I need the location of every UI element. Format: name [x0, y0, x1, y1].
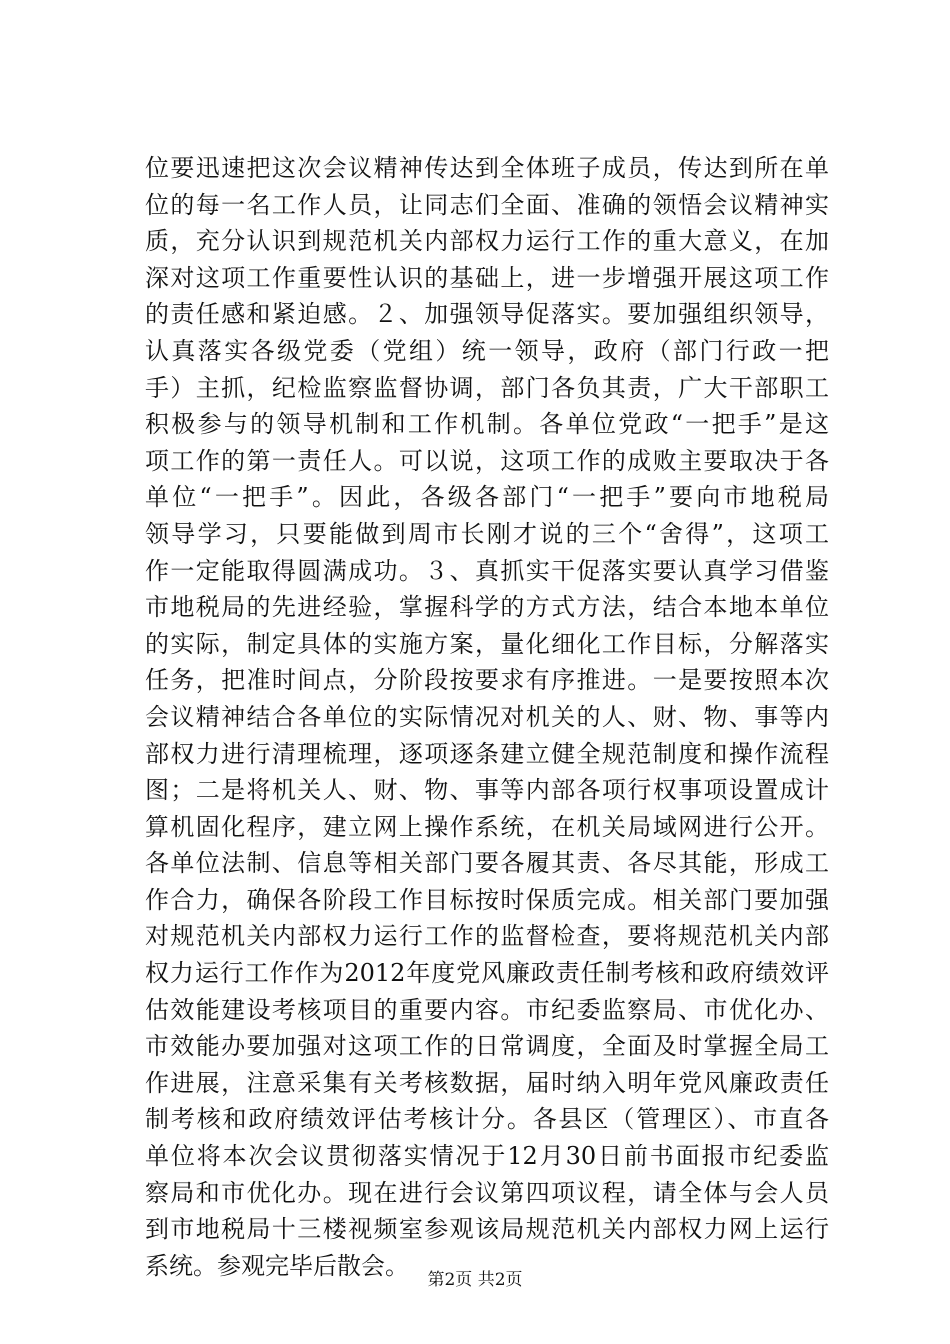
text-line: 权力运行工作作为2012年度党风廉政责任制考核和政府绩效评 [145, 959, 829, 988]
text-line: 单位“一把手”。因此，各级各部门“一把手”要向市地税局 [145, 483, 829, 512]
text-line: 作一定能取得圆满成功。３、真抓实干促落实要认真学习借鉴 [145, 556, 829, 585]
text-line: 到市地税局十三楼视频室参观该局规范机关内部权力网上运行 [145, 1215, 829, 1244]
text-line: 对规范机关内部权力运行工作的监督检查，要将规范机关内部 [145, 922, 829, 951]
text-line: 制考核和政府绩效评估考核计分。各县区（管理区）、市直各 [145, 1105, 829, 1134]
text-line: 部权力进行清理梳理，逐项逐条建立健全规范制度和操作流程 [145, 739, 829, 768]
text-line: 市效能办要加强对这项工作的日常调度，全面及时掌握全局工 [145, 1032, 829, 1061]
text-line: 深对这项工作重要性认识的基础上，进一步增强开展这项工作 [145, 263, 829, 292]
text-line: 领导学习，只要能做到周市长刚才说的三个“舍得”，这项工 [145, 519, 829, 548]
body-text [145, 150, 829, 1284]
text-line: 估效能建设考核项目的重要内容。市纪委监察局、市优化办、 [145, 995, 829, 1024]
text-line: 质，充分认识到规范机关内部权力运行工作的重大意义，在加 [145, 227, 829, 256]
text-line: 的实际，制定具体的实施方案，量化细化工作目标，分解落实 [145, 629, 829, 658]
text-line: 系统。参观完毕后散会。 [145, 1251, 409, 1280]
text-line: 的责任感和紧迫感。２、加强领导促落实。要加强组织领导， [145, 300, 829, 329]
text-line: 察局和市优化办。现在进行会议第四项议程，请全体与会人员 [145, 1178, 829, 1207]
text-line: 任务，把准时间点，分阶段按要求有序推进。一是要按照本次 [145, 666, 829, 695]
page-footer: 第2页 共2页 [427, 1270, 523, 1290]
text-line: 单位将本次会议贯彻落实情况于12月30日前书面报市纪委监 [145, 1142, 829, 1171]
text-line: 积极参与的领导机制和工作机制。各单位党政“一把手”是这 [145, 410, 829, 439]
text-line: 算机固化程序，建立网上操作系统，在机关局域网进行公开。 [145, 812, 829, 841]
text-line: 作合力，确保各阶段工作目标按时保质完成。相关部门要加强 [145, 885, 829, 914]
text-line: 位要迅速把这次会议精神传达到全体班子成员，传达到所在单 [145, 154, 829, 182]
text-line: 认真落实各级党委（党组）统一领导，政府（部门行政一把 [145, 336, 829, 365]
text-line: 图；二是将机关人、财、物、事等内部各项行权事项设置成计 [145, 776, 829, 805]
text-line: 市地税局的先进经验，掌握科学的方式方法，结合本地本单位 [145, 593, 829, 622]
text-line: 各单位法制、信息等相关部门要各履其责、各尽其能，形成工 [145, 849, 829, 878]
text-line: 手）主抓，纪检监察监督协调，部门各负其责，广大干部职工 [145, 373, 829, 402]
text-line: 作进展，注意采集有关考核数据，届时纳入明年党风廉政责任 [145, 1068, 829, 1097]
text-line: 会议精神结合各单位的实际情况对机关的人、财、物、事等内 [145, 702, 829, 731]
text-line: 项工作的第一责任人。可以说，这项工作的成败主要取决于各 [145, 446, 829, 475]
text-line: 位的每一名工作人员，让同志们全面、准确的领悟会议精神实 [145, 190, 829, 219]
